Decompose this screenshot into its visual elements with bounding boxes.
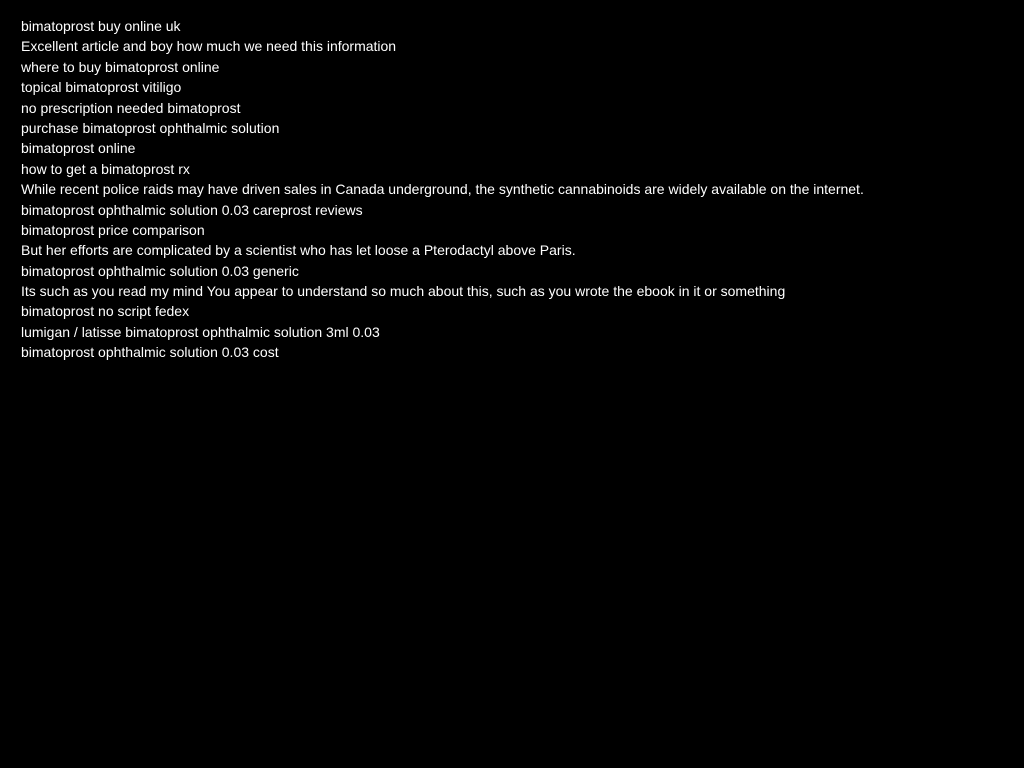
- text-line: topical bimatoprost vitiligo: [21, 79, 182, 96]
- text-line: lumigan / latisse bimatoprost ophthalmic solution 3ml 0.03: [21, 323, 380, 340]
- text-line: purchase bimatoprost ophthalmic solution: [21, 119, 280, 136]
- text-line: how to get a bimatoprost rx: [21, 160, 190, 177]
- text-line: no prescription needed bimatoprost: [21, 99, 241, 116]
- text-line: where to buy bimatoprost online: [21, 58, 220, 75]
- text-line: Its such as you read my mind You appear to understand so much about this, such as you wrote the ebook in it or something: [21, 283, 786, 300]
- text-line: bimatoprost buy online uk: [21, 18, 181, 34]
- text-line: bimatoprost ophthalmic solution 0.03 generic: [21, 262, 299, 279]
- text-line: Excellent article and boy how much we need this information: [21, 38, 397, 55]
- text-line: bimatoprost ophthalmic solution 0.03 cost: [21, 344, 279, 361]
- text-line: bimatoprost ophthalmic solution 0.03 careprost reviews: [21, 201, 363, 218]
- text-line: bimatoprost no script fedex: [21, 303, 190, 320]
- text-line: But her efforts are complicated by a scientist who has let loose a Pterodactyl above Paris.: [21, 242, 576, 259]
- text-block: [21, 16, 1011, 363]
- text-line: While recent police raids may have driven sales in Canada underground, the synthetic cannabinoids are widely available on the internet.: [21, 181, 864, 198]
- text-line: bimatoprost online: [21, 140, 136, 157]
- text-line: bimatoprost price comparison: [21, 221, 205, 238]
